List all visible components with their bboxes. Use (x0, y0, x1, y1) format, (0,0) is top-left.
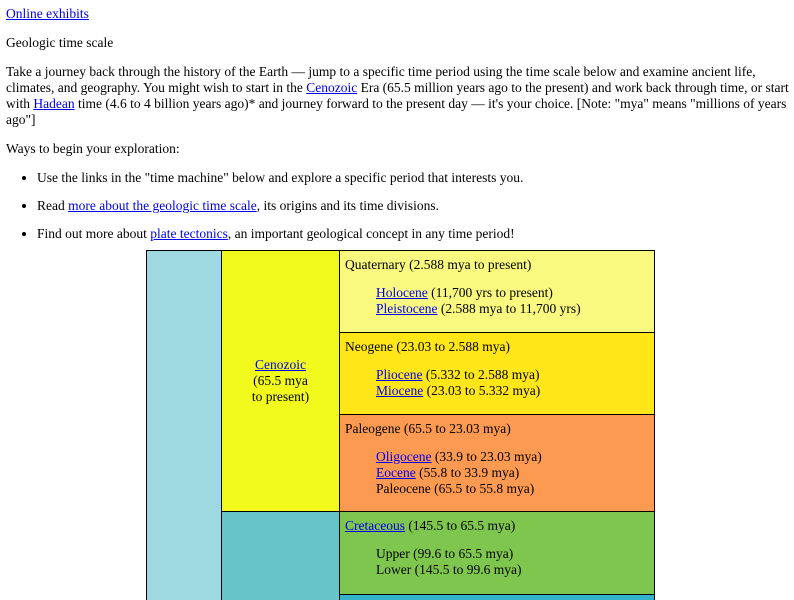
ways-item-3-pre: Find out more about (37, 226, 151, 241)
period-neogene (339, 332, 655, 415)
era-mesozoic-cell (222, 511, 340, 600)
hadean-link[interactable]: Hadean (33, 96, 75, 111)
epoch-eocene (345, 465, 649, 481)
intro-text-2: Era (65.5 million years ago to the present) and work back through time, or start with (6, 80, 789, 111)
geologic-time-scale-link[interactable]: more about the geologic time scale (68, 198, 257, 213)
oligocene-link[interactable]: Oligocene (376, 449, 432, 464)
plate-tectonics-link[interactable]: plate tectonics (150, 226, 228, 241)
ways-list (6, 170, 790, 242)
epoch-pleistocene (345, 301, 649, 317)
pliocene-range: (5.332 to 2.588 mya) (422, 367, 540, 382)
ways-item-2-pre: Read (37, 198, 69, 213)
cenozoic-intro-link[interactable]: Cenozoic (306, 80, 358, 95)
period-quaternary (339, 250, 655, 333)
period-cretaceous (339, 511, 655, 595)
era-cenozoic-label (248, 357, 313, 405)
epoch-upper-cretaceous: Upper (99.6 to 65.5 mya) (376, 546, 514, 561)
ways-item-3-post: , an important geological concept in any time period! (227, 226, 515, 241)
holocene-range: (11,700 yrs to present) (427, 285, 553, 300)
online-exhibits-link[interactable]: Online exhibits (6, 6, 89, 21)
ways-item-2-post: , its origins and its time divisions. (256, 198, 439, 213)
cretaceous-name (345, 518, 649, 534)
page-content (6, 6, 790, 254)
paleogene-name: Paleogene (65.5 to 23.03 mya) (345, 421, 511, 436)
epoch-oligocene (345, 449, 649, 465)
period-jurassic (339, 594, 655, 600)
holocene-link[interactable]: Holocene (376, 285, 428, 300)
intro-text-1: Take a journey back through the history of the Earth — jump to a specific time period using the time scale below and examine ancient life, climates, and geography. You might wish to start in the (6, 64, 756, 95)
epoch-pliocene (345, 367, 649, 383)
miocene-link[interactable]: Miocene (376, 383, 424, 398)
intro-paragraph (6, 64, 790, 128)
quaternary-name: Quaternary (2.588 mya to present) (345, 257, 532, 272)
neogene-name: Neogene (23.03 to 2.588 mya) (345, 339, 510, 354)
time-machine-table (146, 250, 655, 600)
list-item (37, 198, 790, 214)
intro-text-3: time (4.6 to 4 billion years ago)* and journey forward to the present day — it's your choice. [Note: "mya" means "millions of years ago"] (6, 96, 787, 127)
era-cenozoic-cell (222, 250, 340, 512)
eocene-range: (55.8 to 33.9 mya) (415, 465, 520, 480)
pleistocene-link[interactable]: Pleistocene (376, 301, 438, 316)
eocene-link[interactable]: Eocene (376, 465, 416, 480)
eon-column (146, 250, 222, 600)
cenozoic-range-1: (65.5 mya (253, 373, 308, 388)
cretaceous-range: (145.5 to 65.5 mya) (404, 518, 516, 533)
epoch-lower-cretaceous: Lower (145.5 to 99.6 mya) (376, 562, 522, 577)
page-title: Geologic time scale (6, 35, 114, 50)
epoch-holocene (345, 285, 649, 301)
pleistocene-range: (2.588 mya to 11,700 yrs) (437, 301, 581, 316)
ways-item-1-text: Use the links in the "time machine" below and explore a specific period that interests you. (37, 170, 524, 185)
oligocene-range: (33.9 to 23.03 mya) (431, 449, 542, 464)
miocene-range: (23.03 to 5.332 mya) (423, 383, 541, 398)
list-item (37, 170, 790, 186)
period-paleogene (339, 414, 655, 512)
cenozoic-link[interactable]: Cenozoic (255, 357, 306, 372)
ways-heading: Ways to begin your exploration: (6, 141, 180, 156)
pliocene-link[interactable]: Pliocene (376, 367, 423, 382)
epoch-paleocene: Paleocene (65.5 to 55.8 mya) (376, 481, 535, 496)
list-item (37, 226, 790, 242)
epoch-miocene (345, 383, 649, 399)
cenozoic-range-2: to present) (251, 389, 310, 404)
cretaceous-link[interactable]: Cretaceous (345, 518, 405, 533)
